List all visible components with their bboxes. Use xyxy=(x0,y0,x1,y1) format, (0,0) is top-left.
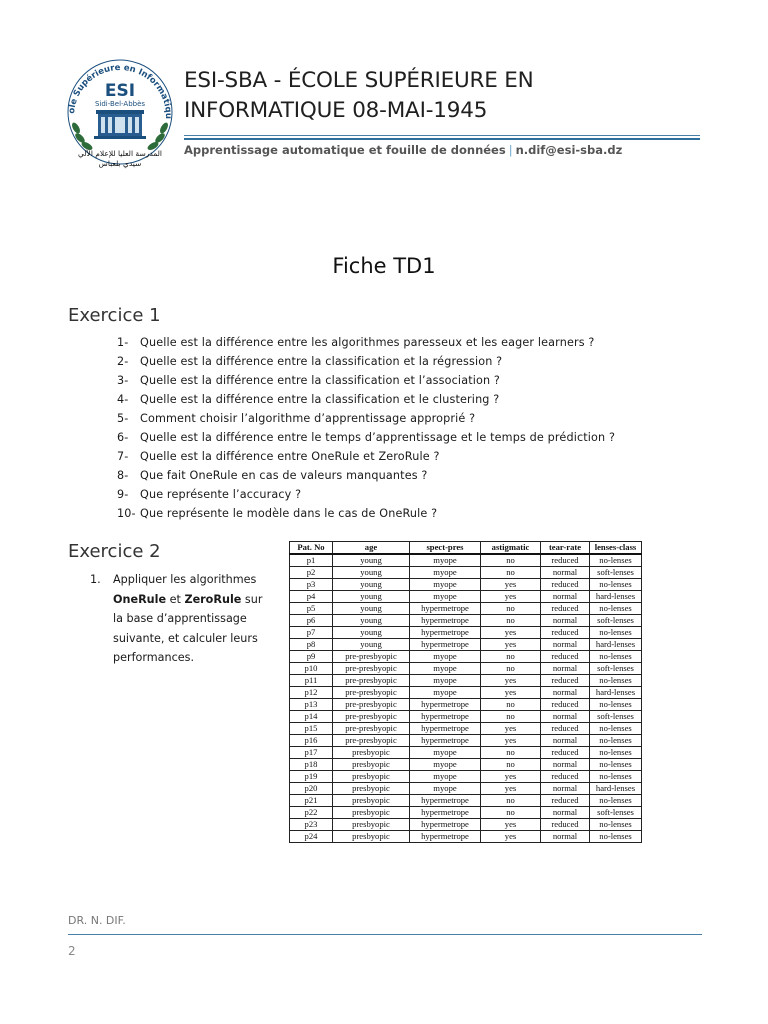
table-cell: p21 xyxy=(290,795,333,807)
table-cell: no xyxy=(481,699,541,711)
question-text: Comment choisir l’algorithme d’apprentissage approprié ? xyxy=(140,412,476,425)
instruction-part3: sur la base d’apprentissage suivante, et calculer leurs performances. xyxy=(113,592,263,664)
school-title-line1: ESI-SBA - ÉCOLE SUPÉRIEURE EN xyxy=(184,68,534,93)
table-cell: p13 xyxy=(290,699,333,711)
question-text: Quelle est la différence entre le temps d’apprentissage et le temps de prédiction ? xyxy=(140,431,616,444)
table-cell: hypermetrope xyxy=(410,627,481,639)
column-header: astigmatic xyxy=(481,542,541,555)
table-cell: no-lenses xyxy=(590,759,642,771)
question-text: Quelle est la différence entre OneRule et ZeroRule ? xyxy=(140,450,440,463)
table-cell: no-lenses xyxy=(590,627,642,639)
table-cell: pre-presbyopic xyxy=(333,663,410,675)
table-cell: young xyxy=(333,615,410,627)
table-cell: presbyopic xyxy=(333,759,410,771)
footer-rule xyxy=(68,934,702,935)
table-cell: p20 xyxy=(290,783,333,795)
table-cell: yes xyxy=(481,783,541,795)
question-number: 3- xyxy=(117,374,129,387)
table-cell: myope xyxy=(410,687,481,699)
table-cell: reduced xyxy=(541,651,590,663)
table-cell: no-lenses xyxy=(590,603,642,615)
table-cell: reduced xyxy=(541,747,590,759)
table-cell: soft-lenses xyxy=(590,663,642,675)
table-row xyxy=(290,771,642,783)
table-cell: normal xyxy=(541,687,590,699)
question-item xyxy=(117,447,717,466)
table-cell: no xyxy=(481,651,541,663)
table-cell: normal xyxy=(541,711,590,723)
table-cell: normal xyxy=(541,807,590,819)
question-number: 5- xyxy=(117,412,129,425)
table-cell: hard-lenses xyxy=(590,591,642,603)
table-row xyxy=(290,819,642,831)
table-cell: hypermetrope xyxy=(410,603,481,615)
course-name: Apprentissage automatique et fouille de données xyxy=(184,143,506,157)
instruction-onerule: OneRule xyxy=(113,592,167,606)
table-cell: myope xyxy=(410,554,481,567)
table-cell: myope xyxy=(410,783,481,795)
question-item xyxy=(117,504,717,523)
column-header: age xyxy=(333,542,410,555)
table-cell: myope xyxy=(410,759,481,771)
table-cell: p7 xyxy=(290,627,333,639)
header-separator: | xyxy=(508,143,513,157)
table-cell: no-lenses xyxy=(590,723,642,735)
school-title xyxy=(184,66,704,126)
table-cell: soft-lenses xyxy=(590,615,642,627)
table-cell: p2 xyxy=(290,567,333,579)
table-cell: pre-presbyopic xyxy=(333,687,410,699)
table-cell: young xyxy=(333,579,410,591)
table-cell: yes xyxy=(481,723,541,735)
table-cell: p4 xyxy=(290,591,333,603)
table-cell: reduced xyxy=(541,627,590,639)
table-cell: myope xyxy=(410,591,481,603)
exercise2-instruction xyxy=(90,570,275,668)
table-cell: no-lenses xyxy=(590,651,642,663)
table-cell: p17 xyxy=(290,747,333,759)
table-cell: hypermetrope xyxy=(410,819,481,831)
table-row xyxy=(290,554,642,567)
table-cell: normal xyxy=(541,639,590,651)
exercise1-heading: Exercice 1 xyxy=(68,305,161,326)
table-cell: yes xyxy=(481,591,541,603)
table-cell: normal xyxy=(541,591,590,603)
table-cell: myope xyxy=(410,579,481,591)
table-cell: p16 xyxy=(290,735,333,747)
table-cell: no-lenses xyxy=(590,747,642,759)
table-row xyxy=(290,747,642,759)
logo-arabic-line1: المدرسة العليا للإعلام الآلي xyxy=(78,149,162,158)
table-cell: presbyopic xyxy=(333,807,410,819)
table-cell: hard-lenses xyxy=(590,639,642,651)
table-cell: p10 xyxy=(290,663,333,675)
table-row xyxy=(290,699,642,711)
question-item xyxy=(117,485,717,504)
question-number: 8- xyxy=(117,469,129,482)
table-cell: reduced xyxy=(541,819,590,831)
table-cell: reduced xyxy=(541,579,590,591)
table-cell: myope xyxy=(410,651,481,663)
table-cell: yes xyxy=(481,771,541,783)
logo-acronym: ESI xyxy=(104,81,136,101)
table-cell: no xyxy=(481,663,541,675)
question-item xyxy=(117,409,717,428)
table-cell: normal xyxy=(541,615,590,627)
table-row xyxy=(290,735,642,747)
table-cell: normal xyxy=(541,567,590,579)
table-cell: no xyxy=(481,615,541,627)
table-row xyxy=(290,687,642,699)
table-cell: no-lenses xyxy=(590,831,642,843)
table-header-row xyxy=(290,542,642,555)
question-item xyxy=(117,352,717,371)
table-cell: reduced xyxy=(541,771,590,783)
table-cell: p14 xyxy=(290,711,333,723)
table-cell: yes xyxy=(481,687,541,699)
question-item xyxy=(117,466,717,485)
table-row xyxy=(290,723,642,735)
question-text: Que représente l’accuracy ? xyxy=(140,488,302,501)
table-cell: myope xyxy=(410,567,481,579)
table-cell: no-lenses xyxy=(590,819,642,831)
table-row xyxy=(290,579,642,591)
table-cell: yes xyxy=(481,831,541,843)
instruction-part2: et xyxy=(166,592,185,606)
school-title-line2: INFORMATIQUE 08-MAI-1945 xyxy=(184,98,488,123)
table-cell: soft-lenses xyxy=(590,711,642,723)
logo-building-icon xyxy=(94,110,146,139)
table-cell: no xyxy=(481,711,541,723)
table-cell: hypermetrope xyxy=(410,831,481,843)
table-cell: myope xyxy=(410,675,481,687)
logo-arabic-line2: سيدي بلعباس xyxy=(98,159,142,168)
question-text: Quelle est la différence entre les algorithmes paresseux et les eager learners ? xyxy=(140,336,595,349)
table-cell: young xyxy=(333,603,410,615)
table-cell: young xyxy=(333,627,410,639)
footer-author: DR. N. DIF. xyxy=(68,914,126,927)
column-header: Pat. No xyxy=(290,542,333,555)
table-row xyxy=(290,639,642,651)
question-text: Quelle est la différence entre la classification et l’association ? xyxy=(140,374,501,387)
table-cell: p1 xyxy=(290,554,333,567)
table-cell: no-lenses xyxy=(590,795,642,807)
table-cell: soft-lenses xyxy=(590,807,642,819)
table-cell: reduced xyxy=(541,723,590,735)
table-cell: hypermetrope xyxy=(410,711,481,723)
table-cell: presbyopic xyxy=(333,795,410,807)
exercise2-item-number: 1. xyxy=(90,573,101,586)
contact-email[interactable]: n.dif@esi-sba.dz xyxy=(515,143,623,157)
table-cell: p11 xyxy=(290,675,333,687)
table-cell: presbyopic xyxy=(333,783,410,795)
question-text: Quelle est la différence entre la classification et la régression ? xyxy=(140,355,503,368)
table-cell: yes xyxy=(481,819,541,831)
table-cell: p15 xyxy=(290,723,333,735)
table-cell: normal xyxy=(541,759,590,771)
table-cell: p9 xyxy=(290,651,333,663)
table-cell: normal xyxy=(541,735,590,747)
table-cell: hypermetrope xyxy=(410,699,481,711)
instruction-zerorule: ZeroRule xyxy=(184,592,242,606)
table-row xyxy=(290,663,642,675)
table-cell: hypermetrope xyxy=(410,735,481,747)
table-cell: no-lenses xyxy=(590,699,642,711)
table-cell: young xyxy=(333,591,410,603)
question-text: Que fait OneRule en cas de valeurs manquantes ? xyxy=(140,469,428,482)
table-cell: reduced xyxy=(541,795,590,807)
question-text: Que représente le modèle dans le cas de OneRule ? xyxy=(140,507,438,520)
table-row xyxy=(290,627,642,639)
question-number: 6- xyxy=(117,431,129,444)
table-cell: yes xyxy=(481,675,541,687)
document-title: Fiche TD1 xyxy=(332,254,436,278)
table-cell: no xyxy=(481,747,541,759)
question-item xyxy=(117,390,717,409)
table-cell: no-lenses xyxy=(590,579,642,591)
table-cell: pre-presbyopic xyxy=(333,699,410,711)
table-cell: pre-presbyopic xyxy=(333,735,410,747)
exercise2-instruction-text xyxy=(113,570,275,668)
header-subline xyxy=(184,143,704,157)
table-cell: no xyxy=(481,603,541,615)
table-cell: hypermetrope xyxy=(410,615,481,627)
table-row xyxy=(290,831,642,843)
question-number: 4- xyxy=(117,393,129,406)
table-cell: young xyxy=(333,554,410,567)
table-cell: reduced xyxy=(541,554,590,567)
school-logo xyxy=(60,50,180,175)
question-item xyxy=(117,428,717,447)
table-cell: myope xyxy=(410,771,481,783)
table-cell: p8 xyxy=(290,639,333,651)
table-cell: reduced xyxy=(541,699,590,711)
column-header: tear-rate xyxy=(541,542,590,555)
table-cell: p3 xyxy=(290,579,333,591)
table-cell: hypermetrope xyxy=(410,639,481,651)
table-cell: p19 xyxy=(290,771,333,783)
table-cell: hard-lenses xyxy=(590,687,642,699)
table-cell: no-lenses xyxy=(590,771,642,783)
question-number: 2- xyxy=(117,355,129,368)
table-cell: presbyopic xyxy=(333,771,410,783)
question-item xyxy=(117,333,717,352)
table-cell: myope xyxy=(410,663,481,675)
table-cell: presbyopic xyxy=(333,747,410,759)
header-rule-thin xyxy=(184,135,700,136)
column-header: spect-pres xyxy=(410,542,481,555)
question-number: 7- xyxy=(117,450,129,463)
table-cell: p5 xyxy=(290,603,333,615)
table-cell: no xyxy=(481,567,541,579)
page-number: 2 xyxy=(68,944,76,958)
logo-city: Sidi-Bel-Abbès xyxy=(94,100,146,108)
question-text: Quelle est la différence entre la classification et le clustering ? xyxy=(140,393,500,406)
table-row xyxy=(290,675,642,687)
table-cell: myope xyxy=(410,747,481,759)
table-cell: p23 xyxy=(290,819,333,831)
table-row xyxy=(290,651,642,663)
table-cell: hypermetrope xyxy=(410,795,481,807)
table-cell: no-lenses xyxy=(590,735,642,747)
table-cell: no xyxy=(481,807,541,819)
table-row xyxy=(290,615,642,627)
table-cell: normal xyxy=(541,663,590,675)
table-cell: no-lenses xyxy=(590,675,642,687)
table-cell: young xyxy=(333,639,410,651)
table-row xyxy=(290,795,642,807)
question-item xyxy=(117,371,717,390)
table-cell: p12 xyxy=(290,687,333,699)
table-cell: yes xyxy=(481,735,541,747)
table-cell: p24 xyxy=(290,831,333,843)
table-row xyxy=(290,783,642,795)
table-cell: pre-presbyopic xyxy=(333,723,410,735)
table-cell: yes xyxy=(481,639,541,651)
table-cell: pre-presbyopic xyxy=(333,651,410,663)
table-row xyxy=(290,807,642,819)
column-header: lenses-class xyxy=(590,542,642,555)
table-cell: hard-lenses xyxy=(590,783,642,795)
exercise2-heading: Exercice 2 xyxy=(68,541,161,562)
table-row xyxy=(290,759,642,771)
table-cell: normal xyxy=(541,783,590,795)
table-row xyxy=(290,711,642,723)
table-cell: yes xyxy=(481,627,541,639)
school-logo-emblem xyxy=(60,50,180,175)
table-cell: p22 xyxy=(290,807,333,819)
table-cell: no-lenses xyxy=(590,554,642,567)
table-cell: hypermetrope xyxy=(410,723,481,735)
logo-arc-text: ole Supérieure en Informatiqu xyxy=(66,62,174,119)
table-cell: presbyopic xyxy=(333,819,410,831)
table-body xyxy=(290,554,642,843)
table-cell: reduced xyxy=(541,603,590,615)
table-row xyxy=(290,591,642,603)
question-number: 1- xyxy=(117,336,129,349)
question-number: 9- xyxy=(117,488,129,501)
table-cell: normal xyxy=(541,831,590,843)
table-cell: soft-lenses xyxy=(590,567,642,579)
table-cell: no xyxy=(481,759,541,771)
table-cell: reduced xyxy=(541,675,590,687)
table-cell: no xyxy=(481,795,541,807)
training-data-table xyxy=(289,541,642,843)
table-cell: pre-presbyopic xyxy=(333,675,410,687)
table-cell: hypermetrope xyxy=(410,807,481,819)
table-cell: no xyxy=(481,554,541,567)
header-rule-thick xyxy=(184,138,700,140)
table-cell: yes xyxy=(481,579,541,591)
table-cell: p6 xyxy=(290,615,333,627)
question-number: 10- xyxy=(117,507,136,520)
table-cell: young xyxy=(333,567,410,579)
table-row xyxy=(290,567,642,579)
table-cell: pre-presbyopic xyxy=(333,711,410,723)
exercise1-question-list xyxy=(117,333,717,523)
table-cell: presbyopic xyxy=(333,831,410,843)
instruction-part1: Appliquer les algorithmes xyxy=(113,573,257,586)
table-row xyxy=(290,603,642,615)
table-cell: p18 xyxy=(290,759,333,771)
